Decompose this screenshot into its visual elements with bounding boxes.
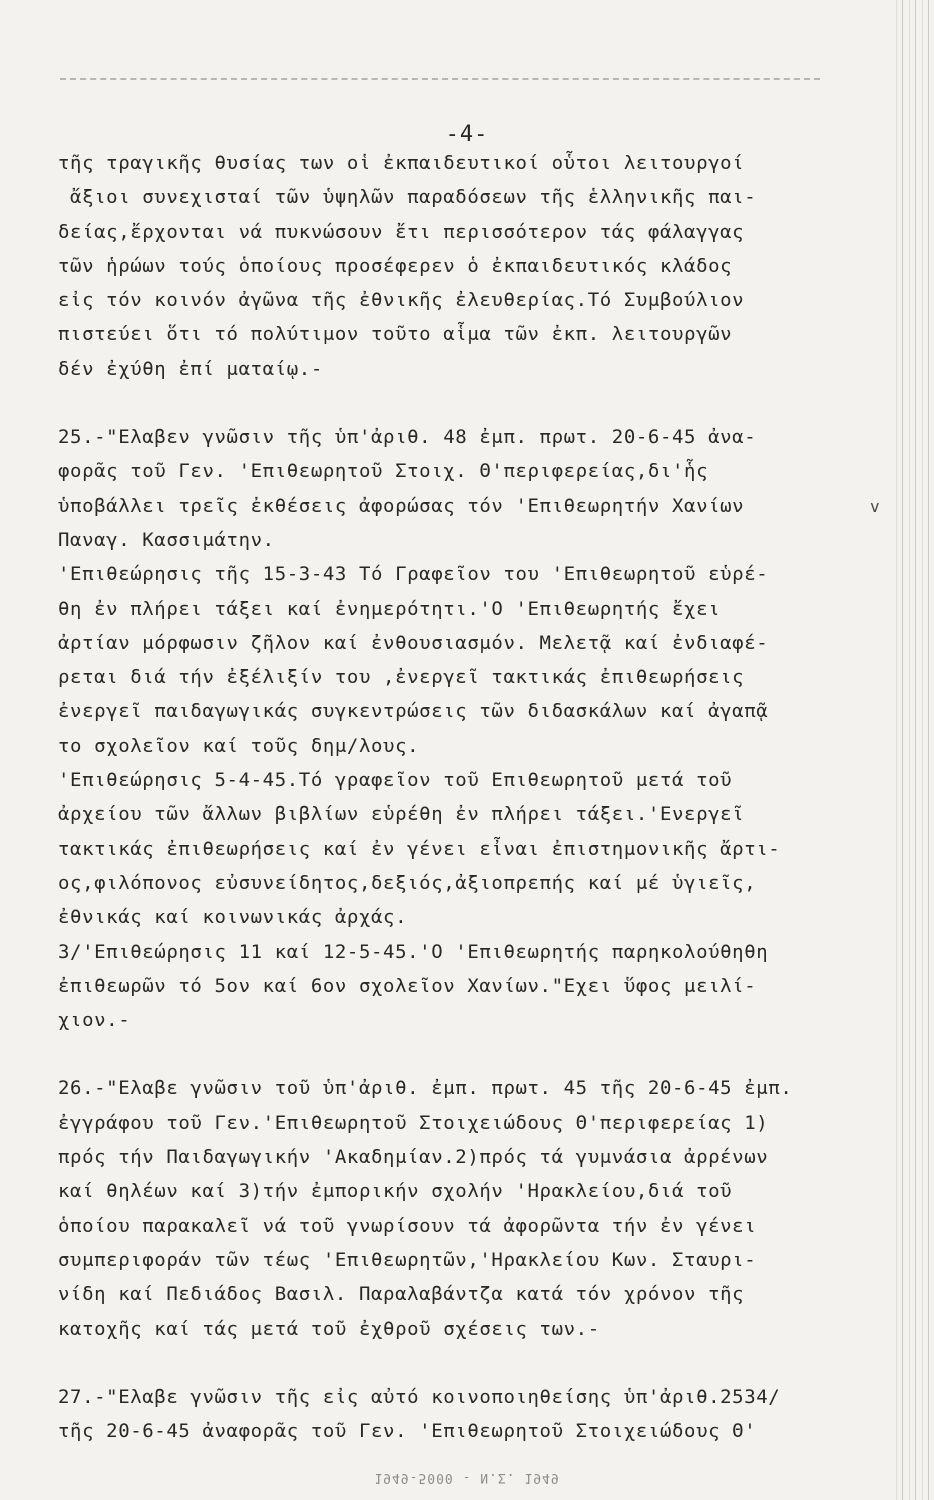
text-line: ἐγγράφου τοῦ Γεν.'Επιθεωρητοῦ Στοιχειώδους Θ'περιφερείας 1) xyxy=(58,1111,769,1134)
paragraph-gap xyxy=(58,386,858,420)
page-edge-shadow xyxy=(890,0,934,1500)
text-line: συμπεριφοράν τῶν τέως 'Επιθεωρητῶν,'Ηρακλείου Κων. Σταυρι- xyxy=(58,1248,757,1271)
text-line: τῆς 20-6-45 ἀναφορᾶς τοῦ Γεν. 'Επιθεωρητοῦ Στοιχειώδους Θ' xyxy=(58,1420,757,1443)
paragraph-intro xyxy=(58,146,858,386)
text-line: τῶν ἡρώων τούς ὁποίους προσέφερεν ὁ ἐκπαιδευτικός κλάδος xyxy=(58,254,733,277)
footer-print-mark: 1949-5000 - Ν.Σ. 1949 xyxy=(374,1470,560,1485)
paragraph-gap xyxy=(58,1346,858,1380)
text-line: κατοχῆς καί τάς μετά τοῦ ἐχθροῦ σχέσεις των.- xyxy=(58,1317,600,1340)
text-line: ἐθνικάς καί κοινωνικάς ἀρχάς. xyxy=(58,906,408,929)
text-line: ὑποβάλλει τρεῖς ἐκθέσεις ἀφορώσας τόν 'Επιθεωρητήν Χανίων xyxy=(58,494,745,517)
text-line: θη ἐν πλήρει τάξει καί ἐνημερότητι.'Ο 'Επιθεωρητής ἔχει xyxy=(58,597,721,620)
paragraph-item-26 xyxy=(58,1071,858,1345)
text-line: νίδη καί Πεδιάδος Βασιλ. Παραλαβάντζα κατά τόν χρόνον τῆς xyxy=(58,1283,745,1306)
text-line: χιον.- xyxy=(58,1009,131,1032)
text-line: Παναγ. Κασσιμάτην. xyxy=(58,528,275,551)
text-line: δείας,ἔρχονται νά πυκνώσουν ἔτι περισσότερον τάς φάλαγγας xyxy=(58,220,745,243)
text-line: καί θηλέων καί 3)τήν ἐμπορικήν σχολήν 'Ηρακλείου,διά τοῦ xyxy=(58,1180,733,1203)
text-line: ἀρτίαν μόρφωσιν ζῆλον καί ἐνθουσιασμόν. Μελετᾷ καί ἐνδιαφέ- xyxy=(58,631,769,654)
text-line: φορᾶς τοῦ Γεν. 'Επιθεωρητοῦ Στοιχ. Θ'περιφερείας,δι'ἧς xyxy=(58,460,709,483)
page-number: -4- xyxy=(445,122,489,147)
text-line: 3/'Επιθεώρησις 11 καί 12-5-45.'Ο 'Επιθεωρητής παρηκολούθηθη xyxy=(58,940,769,963)
document-body xyxy=(58,146,858,1448)
top-scan-rule xyxy=(60,78,820,80)
text-line: ος,φιλόπονος εὐσυνείδητος,δεξιός,ἀξιοπρεπής καί μέ ὑγιεῖς, xyxy=(58,871,757,894)
text-line: ἄξιοι συνεχισταί τῶν ὑψηλῶν παραδόσεων τῆς ἑλληνικῆς παι- xyxy=(58,186,757,209)
text-line: εἰς τόν κοινόν ἀγῶνα τῆς ἐθνικῆς ἐλευθερίας.Τό Συμβούλιον xyxy=(58,289,745,312)
text-line: 'Επιθεώρησις 5-4-45.Τό γραφεῖον τοῦ Επιθεωρητοῦ μετά τοῦ xyxy=(58,769,733,792)
text-line: 27.-"Ελαβε γνῶσιν τῆς εἰς αὐτό κοινοποιηθείσης ὑπ'ἀριθ.2534/ xyxy=(58,1385,781,1408)
text-line: 26.-"Ελαβε γνῶσιν τοῦ ὑπ'ἀριθ. ἐμπ. πρωτ. 45 τῆς 20-6-45 ἐμπ. xyxy=(58,1077,793,1100)
margin-check-mark: v xyxy=(870,497,880,516)
text-line: 25.-"Ελαβεν γνῶσιν τῆς ὑπ'ἀριθ. 48 ἐμπ. πρωτ. 20-6-45 ἀνα- xyxy=(58,426,757,449)
paragraph-item-27 xyxy=(58,1380,858,1449)
text-line: ἀρχείου τῶν ἄλλων βιβλίων εὑρέθη ἐν πλήρει τάξει.'Ενεργεῖ xyxy=(58,803,745,826)
text-line: ρεται διά τήν ἐξέλιξίν του ,ἐνεργεῖ τακτικάς ἐπιθεωρήσεις xyxy=(58,666,745,689)
text-line: πρός τήν Παιδαγωγικήν 'Ακαδημίαν.2)πρός τά γυμνάσια ἀρρένων xyxy=(58,1146,769,1169)
text-line: το σχολεῖον καί τοῦς δημ/λους. xyxy=(58,734,420,757)
text-line: δέν ἐχύθη ἐπί ματαίῳ.- xyxy=(58,357,323,380)
paragraph-item-25 xyxy=(58,420,858,1037)
text-line: ἐπιθεωρῶν τό 5ον καί 6ον σχολεῖον Χανίων."Εχει ὕφος μειλί- xyxy=(58,974,757,997)
text-line: ἐνεργεῖ παιδαγωγικάς συγκεντρώσεις τῶν διδασκάλων καί ἀγαπᾷ xyxy=(58,700,769,723)
text-line: 'Επιθεώρησις τῆς 15-3-43 Τό Γραφεῖον του 'Επιθεωρητοῦ εὑρέ- xyxy=(58,563,769,586)
paragraph-gap xyxy=(58,1037,858,1071)
text-line: πιστεύει ὅτι τό πολύτιμον τοῦτο αἷμα τῶν ἐκπ. λειτουργῶν xyxy=(58,323,733,346)
text-line: ὁποίου παρακαλεῖ νά τοῦ γνωρίσουν τά ἀφορῶντα τήν ἐν γένει xyxy=(58,1214,757,1237)
text-line: τῆς τραγικῆς θυσίας των οἱ ἐκπαιδευτικοί οὗτοι λειτουργοί xyxy=(58,152,745,174)
text-line: τακτικάς ἐπιθεωρήσεις καί ἐν γένει εἶναι ἐπιστημονικῆς ἄρτι- xyxy=(58,837,781,860)
